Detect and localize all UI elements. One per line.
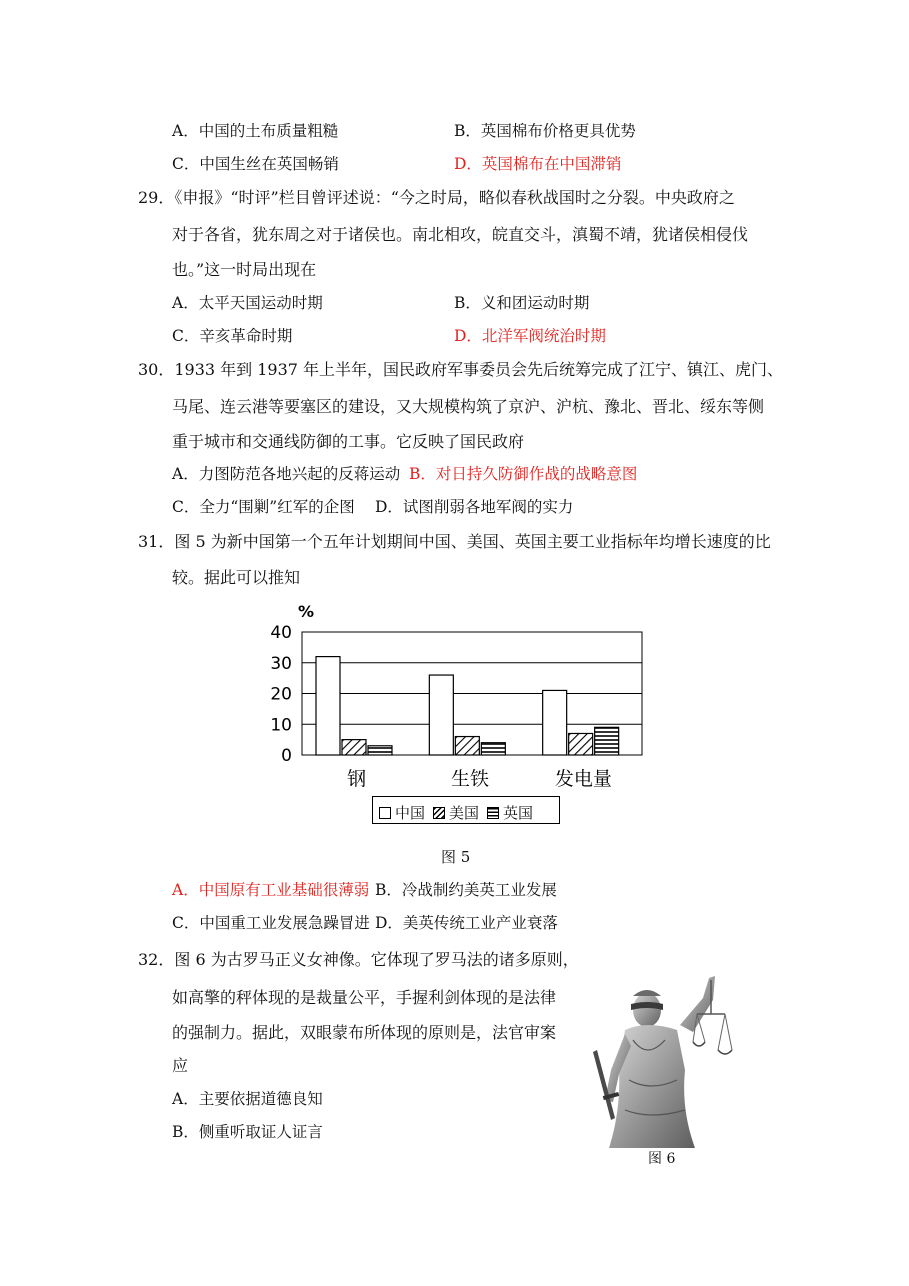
q29-stem-line2: 对于各省，犹东周之对于诸侯也。南北相攻，皖直交斗，滇蜀不靖，犹诸侯相侵伐 [172, 225, 749, 244]
q32-option-b: B．侧重听取证人证言 [172, 1123, 323, 1141]
x-category-label: 生铁 [450, 768, 490, 790]
q30-stem-line2: 马尾、连云港等要塞区的建设，又大规模构筑了京沪、沪杭、豫北、晋北、绥东等侧 [172, 397, 765, 416]
legend-label-usa: 美国 [449, 804, 480, 822]
y-tick-label: 40 [270, 623, 292, 643]
bar-中国-生铁 [429, 675, 453, 755]
q31-stem-line2: 较。据此可以推知 [172, 568, 301, 587]
legend-swatch-uk [487, 807, 499, 819]
q32-option-a: A．主要依据道德良知 [172, 1090, 323, 1108]
q29-option-a: A．太平天国运动时期 [172, 294, 323, 312]
bar-英国-发电量 [595, 727, 619, 755]
q29-stem-line1: 29．《申报》“时评”栏目曾评述说：“今之时局，略似春秋战国时之分裂。中央政府之 [138, 188, 735, 207]
y-tick-label: 10 [270, 715, 292, 736]
bar-美国-发电量 [569, 733, 593, 755]
q29-option-b: B．义和团运动时期 [454, 294, 590, 312]
bar-美国-钢 [342, 740, 366, 755]
chart-legend [372, 796, 560, 824]
bar-英国-生铁 [481, 743, 505, 755]
q30-option-a: A．力图防范各地兴起的反蒋运动 [172, 465, 401, 483]
q28-option-b: B．英国棉布价格更具优势 [454, 122, 636, 140]
figure5-bar-chart [250, 595, 670, 795]
q31-option-b: B．冷战制约美英工业发展 [375, 881, 557, 899]
legend-label-uk: 英国 [503, 804, 534, 822]
q31-option-d: D．美英传统工业产业衰落 [375, 914, 558, 932]
q31-option-a: A．中国原有工业基础很薄弱 [172, 881, 370, 899]
q32-stem-line4: 应 [172, 1056, 189, 1075]
y-tick-label: 20 [270, 684, 292, 705]
justitia-statue-image [585, 970, 755, 1150]
bar-美国-生铁 [455, 737, 479, 755]
legend-label-china: 中国 [395, 804, 426, 822]
y-tick-label: 30 [270, 653, 292, 674]
q32-stem-line2: 如高擎的秤体现的是裁量公平，手握利剑体现的是法律 [172, 988, 557, 1007]
q28-option-a: A．中国的土布质量粗糙 [172, 122, 339, 140]
y-tick-label: 0 [281, 746, 292, 766]
legend-swatch-usa [433, 807, 445, 819]
q32-stem-line3: 的强制力。据此，双眼蒙布所体现的原则是，法官审案 [172, 1023, 557, 1042]
q31-option-c: C．中国重工业发展急躁冒进 [172, 914, 370, 932]
q30-option-c: C．全力“围剿”红军的企图 [172, 498, 355, 516]
x-category-label: 钢 [347, 768, 367, 790]
q30-option-d: D．试图削弱各地军阀的实力 [375, 498, 574, 516]
q28-option-d: D．英国棉布在中国滞销 [454, 155, 622, 173]
y-axis-label: % [298, 602, 315, 621]
bar-中国-发电量 [543, 690, 567, 755]
q29-option-d: D．北洋军阀统治时期 [454, 327, 606, 345]
q30-option-b: B．对日持久防御作战的战略意图 [409, 465, 638, 483]
q29-stem-line3: 也。”这一时局出现在 [172, 260, 317, 279]
bar-英国-钢 [368, 746, 392, 755]
q28-option-c: C．中国生丝在英国畅销 [172, 155, 339, 173]
q29-option-c: C．辛亥革命时期 [172, 327, 293, 345]
bar-中国-钢 [316, 657, 340, 755]
q31-stem-line1: 31．图 5 为新中国第一个五年计划期间中国、美国、英国主要工业指标年均增长速度的比 [138, 532, 771, 551]
legend-swatch-china [379, 807, 391, 819]
figure6-caption: 图 6 [648, 1151, 676, 1167]
q32-stem-line1: 32．图 6 为古罗马正义女神像。它体现了罗马法的诸多原则， [138, 950, 579, 969]
q30-stem-line1: 30．1933 年到 1937 年上半年，国民政府军事委员会先后统筹完成了江宁、镇江、虎门、 [138, 360, 784, 379]
x-category-label: 发电量 [554, 768, 612, 790]
q30-stem-line3: 重于城市和交通线防御的工事。它反映了国民政府 [172, 432, 525, 451]
figure5-caption: 图 5 [441, 848, 471, 866]
